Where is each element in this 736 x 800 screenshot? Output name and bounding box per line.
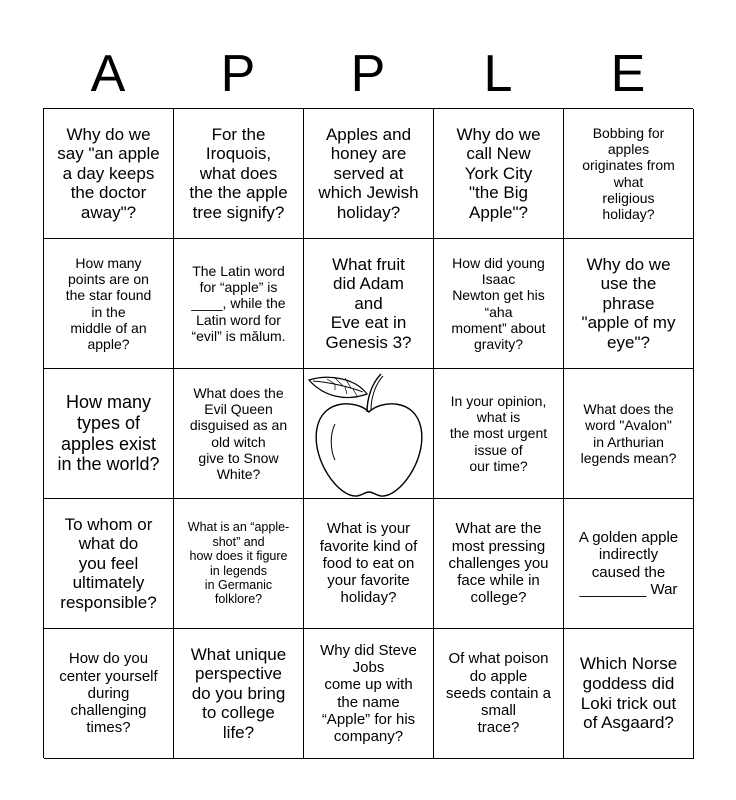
bingo-board (43, 108, 693, 758)
bingo-cell-r3c4[interactable]: In your opinion, what is the most urgent issue of our time? (434, 369, 564, 499)
bingo-cell-r2c4[interactable]: How did young Isaac Newton get his “aha moment” about gravity? (434, 239, 564, 369)
apple-icon (305, 370, 433, 498)
header-letter-p2: P (350, 45, 386, 103)
bingo-cell-r2c3[interactable]: What fruit did Adam and Eve eat in Genesis 3? (304, 239, 434, 369)
bingo-cell-r1c2[interactable]: For the Iroquois, what does the the apple tree signify? (174, 109, 304, 239)
bingo-cell-r5c4[interactable]: Of what poison do apple seeds contain a small trace? (434, 629, 564, 759)
header-letter-a: A (90, 45, 126, 103)
bingo-cell-r1c1[interactable]: Why do we say "an apple a day keeps the doctor away"? (44, 109, 174, 239)
bingo-cell-r2c5[interactable]: Why do we use the phrase "apple of my eye"? (564, 239, 694, 369)
header-letter-e: E (610, 45, 646, 103)
bingo-cell-r4c1[interactable]: To whom or what do you feel ultimately responsible? (44, 499, 174, 629)
bingo-cell-r4c5[interactable]: A golden apple indirectly caused the ________ War (564, 499, 694, 629)
bingo-cell-r5c3[interactable]: Why did Steve Jobs come up with the name “Apple” for his company? (304, 629, 434, 759)
bingo-cell-r3c1[interactable]: How many types of apples exist in the world? (44, 369, 174, 499)
header-letter-p1: P (220, 45, 256, 103)
bingo-cell-r3c5[interactable]: What does the word "Avalon" in Arthurian legends mean? (564, 369, 694, 499)
bingo-cell-r1c3[interactable]: Apples and honey are served at which Jewish holiday? (304, 109, 434, 239)
bingo-cell-r5c1[interactable]: How do you center yourself during challenging times? (44, 629, 174, 759)
bingo-cell-r4c2[interactable]: What is an “apple- shot” and how does it figure in legends in Germanic folklore? (174, 499, 304, 629)
bingo-cell-r3c2[interactable]: What does the Evil Queen disguised as an old witch give to Snow White? (174, 369, 304, 499)
bingo-cell-r2c2[interactable]: The Latin word for “apple” is ____, while the Latin word for “evil” is mălum. (174, 239, 304, 369)
bingo-cell-r1c5[interactable]: Bobbing for apples originates from what religious holiday? (564, 109, 694, 239)
free-space[interactable] (304, 369, 434, 499)
bingo-cell-r4c3[interactable]: What is your favorite kind of food to eat on your favorite holiday? (304, 499, 434, 629)
bingo-cell-r4c4[interactable]: What are the most pressing challenges you face while in college? (434, 499, 564, 629)
bingo-cell-r5c2[interactable]: What unique perspective do you bring to college life? (174, 629, 304, 759)
header-letter-l: L (483, 45, 513, 103)
bingo-header (43, 40, 693, 108)
bingo-cell-r2c1[interactable]: How many points are on the star found in the middle of an apple? (44, 239, 174, 369)
bingo-cell-r1c4[interactable]: Why do we call New York City "the Big Apple"? (434, 109, 564, 239)
bingo-cell-r5c5[interactable]: Which Norse goddess did Loki trick out of Asgaard? (564, 629, 694, 759)
